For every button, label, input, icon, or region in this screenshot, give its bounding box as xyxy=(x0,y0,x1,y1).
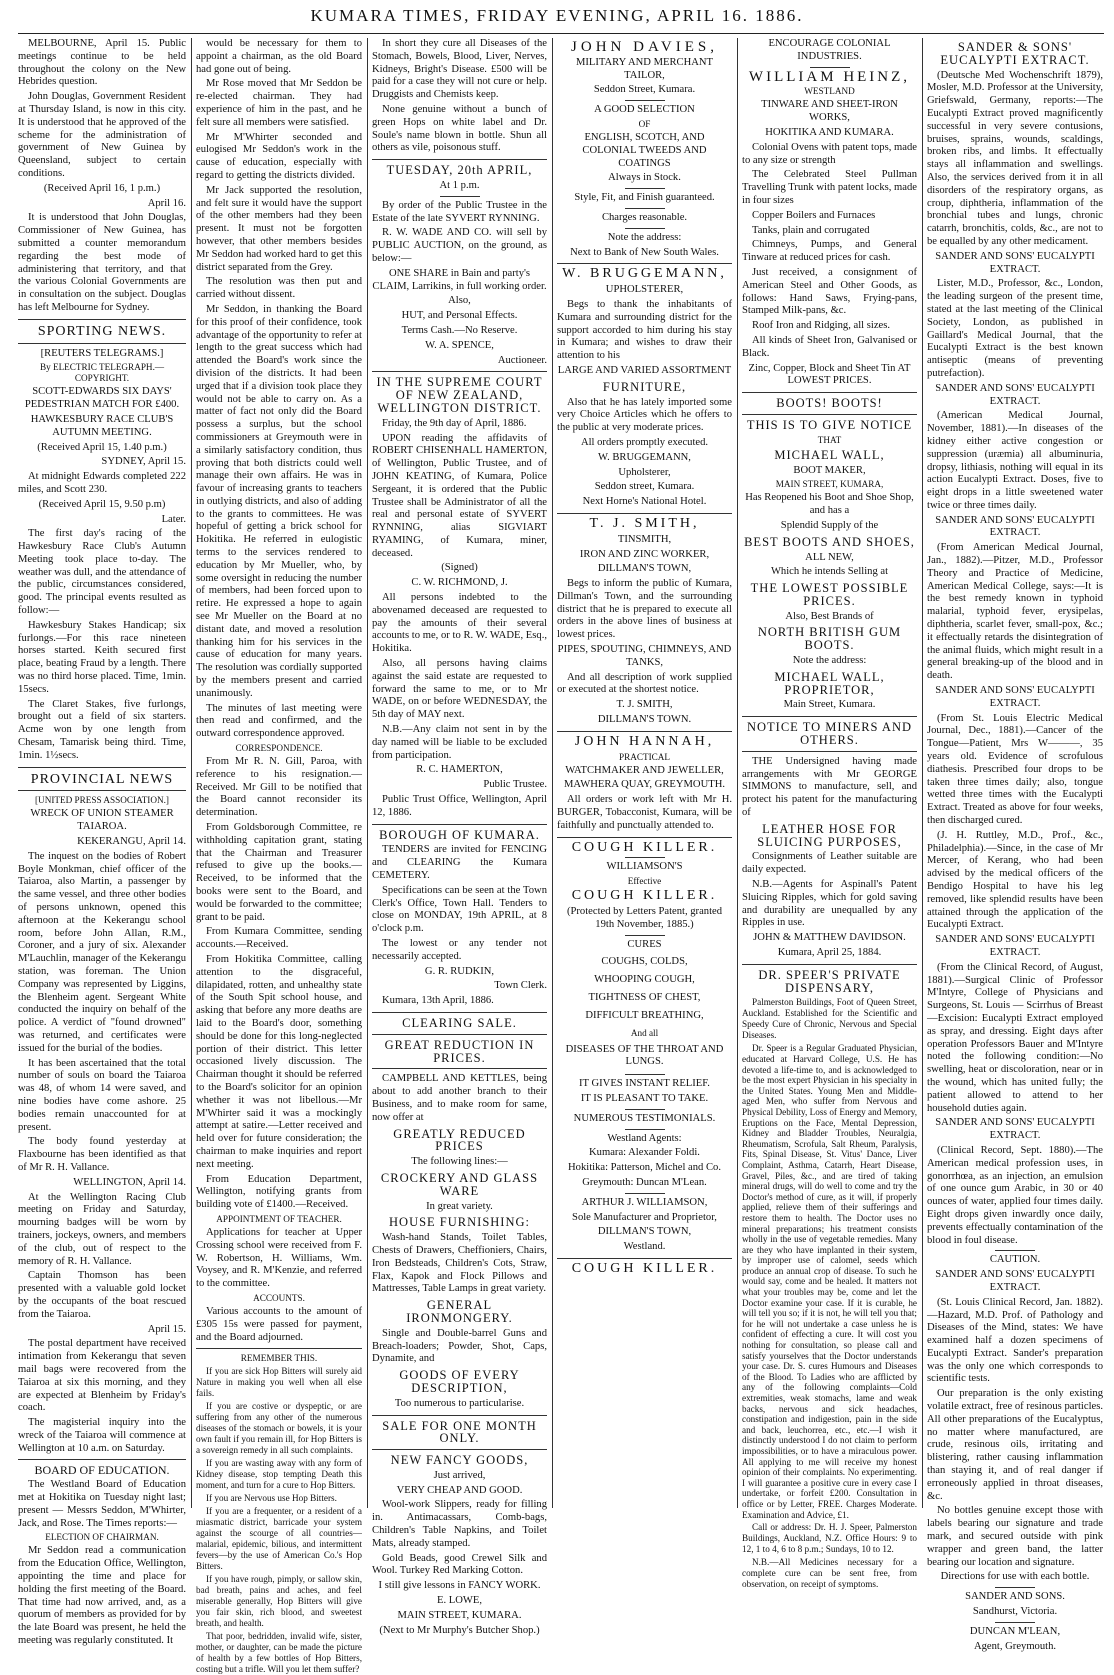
divider xyxy=(372,1068,547,1069)
subheading: [REUTERS TELEGRAMS.] xyxy=(40,347,164,359)
divider xyxy=(18,1459,186,1460)
signature: W. BRUGGEMANN, xyxy=(598,451,691,463)
subheading: UPHOLSTERER, xyxy=(605,284,684,296)
headline: NORTH BRITISH GUM BOOTS. xyxy=(757,625,902,653)
divider xyxy=(742,964,917,965)
paragraph: If you are sick Hop Bitters will surely aid Nature in making you well when all else fails. xyxy=(196,1366,362,1399)
divider xyxy=(18,767,186,768)
paragraph: Applications for teacher at Upper Crossing school were received from F. W. Robertson, H. Williams, Wm. Voysey, and R. M'Kenzie, and referred to the committee. xyxy=(196,1226,362,1290)
dateline: April 16. xyxy=(147,197,186,209)
divider xyxy=(625,1109,665,1110)
paragraph: From Goldsborough Committee, re withholding capitation grant, stating that the Chairman and Treasurer refused to give up the books.—Received, to be informed that the books were sent to the Board, and would be forwarded to the committee; grant to be paid. xyxy=(196,822,362,923)
signature: W. A. SPENCE, xyxy=(425,339,494,351)
divider xyxy=(742,414,917,415)
paragraph: Zinc, Copper, Block and Sheet Tin AT LOWEST PRICES. xyxy=(748,362,911,387)
section-heading: PROVINCIAL NEWS xyxy=(30,771,174,787)
divider xyxy=(995,1622,1035,1623)
headline: SANDER AND SONS' EUCALYPTI EXTRACT. xyxy=(935,934,1095,958)
headline: ENCOURAGE COLONIAL INDUSTRIES. xyxy=(768,38,891,62)
paragraph: Kumara: Alexander Foldi. xyxy=(589,1147,700,1159)
paragraph: From Kumara Committee, sending accounts.—Received. xyxy=(196,926,362,951)
paragraph: Specifications can be seen at the Town Clerk's Office, Town Hall. Tenders to close on MONDAY, 19th APRIL, at 8 o'clock p.m. xyxy=(372,884,547,935)
paragraph: Charges reasonable. xyxy=(601,211,688,223)
paragraph: MELBOURNE, April 15. Public meetings continue to be held throughout the colony on the New Hebrides question. xyxy=(18,38,186,88)
column-2 xyxy=(196,38,362,1675)
paragraph: Agent, Greymouth. xyxy=(973,1640,1057,1652)
paragraph: Seddon Street, Kumara. xyxy=(593,84,696,96)
paragraph: TENDERS are invited for FENCING and CLEARING the Kumara CEMETERY. xyxy=(372,844,547,882)
paragraph: (American Medical Journal, November, 1881).—In diseases of the kidney either active congestion or suppression (uræmia) all albuminuria, dropsy, lithiasis, nothing will equal in its action Eucalypti Extract. Doses, five to eight drops in a little sweetened water twice or three times daily. xyxy=(927,410,1103,511)
paragraph: Kumara, April 25, 1884. xyxy=(777,947,882,959)
paragraph: The magisterial inquiry into the wreck of the Taiaroa will commence at Wellington at 10 a.m. on Saturday. xyxy=(18,1417,186,1454)
paragraph: Upholsterer, xyxy=(618,466,671,478)
headline: SALE FOR ONE MONTH ONLY. xyxy=(382,1418,537,1446)
paragraph: LARGE AND VARIED ASSORTMENT xyxy=(557,364,732,376)
paragraph: From Education Department, Wellington, notifying grants from building vote of £1400.—Received. xyxy=(196,1173,362,1211)
paragraph: Mr Rose moved that Mr Seddon be re-elected chairman. They had experience of him in the past, and he felt sure all members were satisfied. xyxy=(196,78,362,128)
headline: MICHAEL WALL, xyxy=(774,447,885,462)
paragraph: DILLMAN'S TOWN. xyxy=(597,714,692,726)
paragraph: THAT xyxy=(817,434,842,445)
paragraph: Our preparation is the only existing volatile extract, free of resinous particles. All other preparations of the Eucalyptus, no matter where manufactured, are crude, resinous oils, irritating and blistering, rather causing inflammation than staying it, and of real danger if erroneously applied in throat diseases, &c. xyxy=(927,1388,1103,1502)
headline: HAWKESBURY RACE CLUB'S AUTUMN MEETING. xyxy=(30,413,174,438)
dateline: (Received April 15, 1.40 p.m.) xyxy=(37,441,167,453)
headline: WILLIAM HEINZ, xyxy=(748,68,911,85)
paragraph: Seddon street, Kumara. xyxy=(594,481,695,493)
paragraph: Sandhurst, Victoria. xyxy=(972,1606,1058,1618)
paragraph: Kumara, 13th April, 1886. xyxy=(382,995,494,1007)
paragraph: The resolution was then put and carried without dissent. xyxy=(196,276,362,301)
paragraph: Westland. xyxy=(623,1241,666,1253)
subheading: IRON AND ZINC WORKER, xyxy=(579,548,710,560)
divider xyxy=(372,1449,547,1450)
paragraph: WILLIAMSON'S xyxy=(606,861,683,873)
paragraph: And all description of work supplied or executed at the shortest notice. xyxy=(557,671,732,696)
paragraph: It is understood that John Douglas, Commissioner of New Guinea, has submitted a counter memorandum regarding the best mode of administering that territory, and that the various Colonial Governments are in consultation on the subject. Douglas has left Melbourne for Sydney. xyxy=(18,212,186,313)
paragraph: Tanks, plain and corrugated xyxy=(752,224,870,236)
paragraph: Note the address: xyxy=(607,231,682,243)
headline: SANDER AND SONS' EUCALYPTI EXTRACT. xyxy=(935,1269,1095,1293)
divider xyxy=(18,790,186,791)
signature: SANDER AND SONS. xyxy=(965,1591,1065,1603)
paragraph: PIPES, SPOUTING, CHIMNEYS, AND TANKS, xyxy=(557,644,732,668)
column-rule xyxy=(737,38,738,1508)
paragraph: All kinds of Sheet Iron, Galvanised or Black. xyxy=(742,334,917,359)
paragraph: N.B.—Any claim not sent in by the day named will be liable to be excluded from participation. xyxy=(372,724,547,761)
signature: R. C. HAMERTON, xyxy=(416,764,503,776)
signature: T. J. SMITH, xyxy=(616,699,673,711)
paragraph: WHOOPING COUGH, xyxy=(594,974,695,986)
paragraph: Various accounts to the amount of £305 15s were passed for payment, and the Board adjourned. xyxy=(196,1305,362,1343)
paragraph: UPON reading the affidavits of ROBERT CHISENHALL HAMERTON, of Wellington, Public Trustee, and of JOHN KEATING, of Kumara, Police Sergeant, it is ordered that the Public Trustee shall be Administrator of all the real and personal estate of SYVERT RYNNING, alias SIGVIART RYAMING, of Kumara, miner, deceased. xyxy=(372,432,547,559)
paragraph: John Douglas, Government Resident at Thursday Island, is now in this city. It is understood that he approved of the scheme for the administration of government of New Guinea by Queensland, subject to certain conditions. xyxy=(18,91,186,179)
paragraph: In short they cure all Diseases of the Stomach, Bowels, Blood, Liver, Nerves, Kidneys, Bright's Disease. £500 will be paid for a case they will not cure or help. Druggists and Chemists keep. xyxy=(372,38,547,101)
paragraph: Sole Manufacturer and Proprietor, xyxy=(572,1211,717,1223)
paragraph: Next to Bank of New South Wales. xyxy=(570,246,719,258)
paragraph: HUT, and Personal Effects. xyxy=(401,310,518,322)
paragraph: Begs to inform the public of Kumara, Dillman's Town, and the surrounding district that he is prepared to execute all orders in the above lines of business at lowest prices. xyxy=(557,578,732,641)
signature: JOHN & MATTHEW DAVIDSON. xyxy=(753,932,906,944)
paragraph: If you have rough, pimply, or sallow skin, bad breath, pains and aches, and feel miserable generally, Hop Bitters will give you fair skin, rich blood, and sweetest breath, and health. xyxy=(196,1574,362,1629)
paragraph: MAIN STREET, KUMARA. xyxy=(397,1609,522,1621)
paragraph: If you are a frequenter, or a resident of a miasmatic district, barricade your system against the scourge of all countries—malarial, epidemic, bilious, and intermittent fevers—by the use of American Co.'s Hop Bitters. xyxy=(196,1506,362,1572)
divider xyxy=(625,1074,665,1075)
paragraph: At midnight Edwards completed 222 miles, and Scott 230. xyxy=(18,471,186,495)
column-1 xyxy=(18,38,186,1647)
section-heading: SPORTING NEWS. xyxy=(37,323,167,339)
subheading: ACCOUNTS. xyxy=(253,1292,305,1303)
headline: GREAT REDUCTION IN PRICES. xyxy=(384,1037,535,1065)
signature: Town Clerk. xyxy=(494,980,547,992)
headline: T. J. SMITH, xyxy=(589,515,700,531)
divider xyxy=(372,824,547,825)
paragraph: OF xyxy=(638,118,651,129)
paragraph: The first day's racing of the Hawkesbury Race Club's Autumn Meeting took place to-day. The weather was dull, and the attendance of the public, circumstances considered, good. The principal events resulted as follow:— xyxy=(18,528,186,617)
paragraph: Gold Beads, good Crewel Silk and Wool. Turkey Red Marking Cotton. xyxy=(372,1552,547,1577)
headline: THE LOWEST POSSIBLE PRICES. xyxy=(750,581,909,608)
headline: IN THE SUPREME COURT OF NEW ZEALAND, WELLINGTON DISTRICT. xyxy=(376,375,543,415)
paragraph: (Protected by Letters Patent, granted 19th November, 1885.) xyxy=(566,906,723,930)
paragraph: A GOOD SELECTION xyxy=(594,104,695,116)
paragraph: Mr Jack supported the resolution, and felt sure it would have the support of the other members had they been present. It must not be forgotten however, that other members besides Mr Seddon had worked hard to get this district separated from the Grey. xyxy=(196,184,362,273)
signature: G. R. RUDKIN, xyxy=(424,965,495,977)
headline: W. BRUGGEMANN, xyxy=(562,266,727,282)
paragraph: If you are costive or dyspeptic, or are suffering from any other of the numerous diseases of the stomach or bowels, it is your own fault if you remain ill, for Hop Bitters is a sovereign remedy in all such complaints. xyxy=(196,1401,362,1456)
paragraph: Terms Cash.—No Reserve. xyxy=(401,324,518,336)
paragraph: The inquest on the bodies of Robert Boyle Monkman, chief officer of the Taiaroa, also Martin, a passenger by the same vessel, and three other bodies of persons unknown, opened this afternoon at the Kekerangu school room, before John Allan, R.M., Coroner, and a jury of six. Alexander M'Lauchlin, manager of the Kekerangu station, was foreman. The Union Company was represented by Liggins, the Blenheim agent. Sergeant White conducted the inquiry on behalf of the police. A verdict of "found drowned" was returned, and certificates were issued for the burial of the bodies. xyxy=(18,850,186,1054)
divider xyxy=(625,857,665,858)
paragraph: Captain Thomson has been presented with a valuable gold locket by the occupants of the boat rescued from the Taiaroa. xyxy=(18,1270,186,1320)
headline: COUGH KILLER. xyxy=(571,888,718,904)
paragraph: Hawkesbury Stakes Handicap; six furlongs.—For this race nineteen horses started. Keith secured first place, beating Fraud by a length. There was no third horse placed. Time, 1min. 15secs. xyxy=(18,619,186,695)
paragraph: Lister, M.D., Professor, &c., London, the leading surgeon of the present time, stated at the last meeting of the Clinical Society, London, as published in Gaillard's Medical Journal, that the Eucalypti Extract is the best known antiseptic (means of preventing putrefaction). xyxy=(927,278,1103,379)
paragraph: By order of the Public Trustee in the Estate of the late SYVERT RYNNING. xyxy=(372,199,547,224)
column-rule xyxy=(552,38,553,1508)
paragraph: Effective xyxy=(627,876,662,887)
divider xyxy=(557,731,732,732)
divider xyxy=(625,228,665,229)
headline: NOTICE TO MINERS AND OTHERS. xyxy=(746,720,913,748)
paragraph: MAIN STREET, KUMARA, xyxy=(775,479,884,490)
paragraph: (From American Medical Journal, Jan., 1882).—Pitzer, M.D., Professor Theory and Practice of Medicine, American Medical College, says:—It is the best remedy known in typhoid malarial, typhoid fever, erysipelas, diphtheria, scarlet fever, small-pox, &c.; it effectually retards the disintegration of the animal fluids, which might result in a general breaking-up of the blood and in death. xyxy=(927,542,1103,682)
headline: LEATHER HOSE FOR SLUICING PURPOSES, xyxy=(757,821,902,849)
divider xyxy=(625,208,665,209)
headline: NEW FANCY GOODS, xyxy=(390,1453,529,1468)
headline: SANDER AND SONS' EUCALYPTI EXTRACT. xyxy=(935,685,1095,709)
headline: DR. SPEER'S PRIVATE DISPENSARY, xyxy=(758,967,901,995)
paragraph: Note the address: xyxy=(792,655,867,667)
paragraph: Too numerous to particularise. xyxy=(394,1397,525,1409)
divider xyxy=(372,1034,547,1035)
dateline: WELLINGTON, April 14. xyxy=(73,1176,186,1188)
divider xyxy=(372,159,547,160)
paragraph: (Next to Mr Murphy's Butcher Shop.) xyxy=(379,1624,540,1636)
dateline: April 15. xyxy=(147,1323,186,1335)
paragraph: IT GIVES INSTANT RELIEF. xyxy=(579,1078,710,1090)
paragraph: No bottles genuine except those with labels bearing our signature and trade mark, and secured outside with pink wrapper and green band, the latter bearing our location and signature. xyxy=(927,1505,1103,1568)
headline: SCOTT-EDWARDS SIX DAYS' PEDESTRIAN MATCH FOR £400. xyxy=(24,386,180,411)
paragraph: (Clinical Record, Sept. 1880).—The American medical profession uses, in gonorrhœa, as an injection, an emulsion of one ounce gum Arabic, in 30 or 40 ounces of water, applied four times daily. Eight drops given inwardly once daily, prevents effectually contamination of the blood in foul disease. xyxy=(927,1144,1103,1246)
paragraph: ONE SHARE in Bain and party's CLAIM, Larrikins, in full working order. xyxy=(372,267,547,292)
subheading: ELECTION OF CHAIRMAN. xyxy=(45,1532,159,1543)
divider xyxy=(995,1587,1035,1588)
headline: JOHN DAVIES, xyxy=(571,39,718,55)
paragraph: Also, Best Brands of xyxy=(785,610,874,622)
paragraph: At the Wellington Racing Club meeting on Friday and Saturday, mourning badges will be worn by trainers, jockeys, owners, and members of the club, out of respect to the memory of R. H. Vallance. xyxy=(18,1191,186,1267)
paragraph: Greymouth: Duncan M'Lean. xyxy=(582,1176,707,1188)
paragraph: Call or address: Dr. H. J. Speer, Palmerston Buildings, Auckland, N.Z. Office Hours: 9 to 12, 1 to 4, 6 to 8 p.m.; Sundays, 10 to 12. xyxy=(742,1522,917,1555)
headline: GOODS OF EVERY DESCRIPTION, xyxy=(399,1368,520,1395)
paragraph: None genuine without a bunch of green Hops on white label and Dr. Soule's name blown in bottle. Shun all others as vile, poisonous stuff. xyxy=(372,103,547,154)
paragraph: DIFFICULT BREATHING, xyxy=(585,1009,704,1021)
paragraph: CAMPBELL AND KETTLES, being about to add another branch to their Business, and to make room for same, now offer at xyxy=(372,1073,547,1123)
paragraph: If you are wasting away with any form of Kidney disease, stop tempting Death this moment, and turn for a cure to Hop Bitters. xyxy=(196,1458,362,1491)
subheading: WATCHMAKER AND JEWELLER, xyxy=(565,764,724,776)
paragraph: Palmerston Buildings, Foot of Queen Street, Auckland. Established for the Scientific and Speedy Cure of Chronic, Nervous and Special Diseases. xyxy=(742,997,917,1041)
paragraph: Mr Seddon, in thanking the Board for this proof of their confidence, took advantage of the opportunity to refer at length to the great success which had attended the Board's work since the division of the districts. It had been urged that if a division took place they would not be able to carry on. As a matter of fact not only did the Board possess a surplus, but the school commissioners at Greymouth were in a similarly satisfactory condition, thus proving that both districts could well manage their own affairs. He was in favour of increasing grants to teachers in outlying districts, and also of adding to the grants to committees. He was hopeful of getting a brick school for Hokitika. He referred in eulogistic terms to the services rendered to education by Mr Mueller, who, by some oversight in reducing the number of members, had been forced upon to retire. He expressed a hope to again see Mr Mueller on the Board at no distant date, and moved a resolution thanking him for his services in the cause of education for many years. The resolution was cordially supported by the members present and carried unanimously. xyxy=(196,303,362,699)
subheading: PRACTICAL xyxy=(618,751,671,762)
subheading: REMEMBER THIS. xyxy=(240,1353,318,1364)
paragraph: Hokitika: Patterson, Michel and Co. xyxy=(568,1162,721,1174)
headline: JOHN HANNAH, xyxy=(574,733,715,749)
section-heading: BOARD OF EDUCATION. xyxy=(34,1463,170,1478)
column-rule xyxy=(191,38,192,1508)
divider xyxy=(995,1250,1035,1251)
paragraph: The Celebrated Steel Pullman Travelling Trunk with patent locks, made in four sizes xyxy=(742,169,917,206)
headline: HOUSE FURNISHING: xyxy=(389,1215,530,1230)
subheading: TINSMITH, xyxy=(617,533,672,545)
paragraph: would be necessary for them to appoint a chairman, as the old Board had gone out of being. xyxy=(196,38,362,75)
masthead: KUMARA TIMES, FRIDAY EVENING, APRIL 16. 1886. xyxy=(310,6,804,25)
paragraph: Colonial Ovens with patent tops, made to any size or strength xyxy=(742,141,917,166)
signature: ARTHUR J. WILLIAMSON, xyxy=(581,1196,708,1208)
paragraph: IT IS PLEASANT TO TAKE. xyxy=(580,1093,709,1104)
divider xyxy=(625,1129,665,1130)
paragraph: Chimneys, Pumps, and General Tinware at reduced prices for cash. xyxy=(742,239,917,264)
column-6 xyxy=(927,38,1103,1652)
paragraph: DILLMAN'S TOWN, xyxy=(597,563,692,575)
headline: THIS IS TO GIVE NOTICE xyxy=(746,417,913,432)
headline: WRECK OF UNION STEAMER TAIAROA. xyxy=(30,808,174,833)
divider xyxy=(625,935,665,936)
paragraph: All orders or work left with Mr H. BURGER, Tobacconist, Kumara, will be faithfully and punctually attended to. xyxy=(557,794,732,831)
paragraph: N.B.—Agents for Aspinall's Patent Sluicing Ripples, which for gold saving and durability are unequalled by any Ripples in use. xyxy=(742,879,917,929)
divider xyxy=(372,1415,547,1416)
paragraph: VERY CHEAP AND GOOD. xyxy=(396,1484,523,1496)
paragraph: Just arrived, xyxy=(433,1469,486,1481)
paragraph: Main Street, Kumara. xyxy=(783,699,876,711)
paragraph: Also, xyxy=(448,295,471,307)
headline: GENERAL IRONMONGERY. xyxy=(406,1298,513,1325)
divider xyxy=(557,837,732,838)
divider xyxy=(557,513,732,514)
paragraph: R. W. WADE AND CO. will sell by PUBLIC AUCTION, on the ground, as below:— xyxy=(372,227,547,264)
paragraph: Splendid Supply of the xyxy=(780,519,879,531)
column-rule xyxy=(367,38,368,1508)
paragraph: NUMEROUS TESTIMONIALS. xyxy=(573,1112,716,1124)
divider xyxy=(372,1012,547,1013)
paragraph: Has Reopened his Boot and Shoe Shop, and has a xyxy=(745,492,914,517)
paragraph: Single and Double-barrel Guns and Breach-loaders; Powder, Shot, Caps, Dynamite, and xyxy=(372,1327,547,1365)
paragraph: DILLMAN'S TOWN, xyxy=(597,1226,692,1238)
subheading: [UNITED PRESS ASSOCIATION.] xyxy=(35,795,169,806)
headline: COUGH KILLER. xyxy=(571,839,718,855)
paragraph: Westland Agents: xyxy=(607,1132,682,1144)
paragraph: CURES xyxy=(627,938,662,950)
headline: MICHAEL WALL, PROPRIETOR, xyxy=(774,669,885,697)
divider xyxy=(440,196,480,197)
paragraph: And all xyxy=(630,1027,659,1038)
headline: BOROUGH OF KUMARA. xyxy=(379,827,540,842)
divider xyxy=(625,188,665,189)
paragraph: THE Undersigned having made arrangements with Mr GEORGE SIMMONS to manufacture, sell, and protect his patent for the manufacturing of xyxy=(742,755,917,819)
paragraph: If you are Nervous use Hop Bitters. xyxy=(206,1493,337,1504)
subheading: CORRESPONDENCE. xyxy=(235,743,323,754)
dateline: (Received April 15, 9.50 p.m) xyxy=(38,498,166,510)
paragraph: ALL NEW, xyxy=(805,551,854,563)
dateline: (Received April 16, 1 p.m.) xyxy=(43,182,161,194)
subheading: MILITARY AND MERCHANT TAILOR, xyxy=(575,56,714,81)
paragraph: It has been ascertained that the total number of souls on board the Taiaroa was 48, of whom 14 were saved, and nine bodies have come ashore. 25 bodies remain unaccounted for at present. xyxy=(18,1057,186,1133)
paragraph: The body found yesterday at Flaxbourne has been identified as that of Mr R. H. Vallance. xyxy=(18,1136,186,1173)
subheading: WESTLAND xyxy=(804,86,855,97)
paragraph: (Signed) xyxy=(441,562,478,574)
divider xyxy=(557,263,732,264)
dateline: Later. xyxy=(161,513,186,525)
paragraph: (J. H. Ruttley, M.D., Prof., &c., Philadelphia).—Since, in the case of Mr Mercer, of Kerang, who had been advised by the medical officers of the Bendigo Hospital to have his leg removed, like splendid results have been attained through the application of the Eucalypti Extract. xyxy=(927,829,1103,931)
paragraph: The lowest or any tender not necessarily accepted. xyxy=(372,938,547,962)
paragraph: (Deutsche Med Wochenschrift 1879), Mosler, M.D. Professor at the University, Griefswald, Germany, reports:—The Eucalypti Extract proved magnificently successful in very severe contusions, bruises, sprains, wounds, scaldings, broken ribs, and limbs. It effectually stays all inflammation and swellings. Also, the services derived from it in all disorders of the respiratory organs, as croup, diphtheria, inflammation of the bronchial tubes and lungs, chronic catarrh, bronchitis, colds, &c., are not to be equalled by any other medicament. xyxy=(927,69,1103,247)
divider xyxy=(18,343,186,344)
paragraph: Mr Seddon read a communication from the Education Office, Wellington, appointing the time and place for holding the first meeting of the Board. That time had now arrived, and, as a quorum of members as provided for by the late Board was present, he held the meeting was regularly constituted. It xyxy=(18,1545,186,1647)
paragraph: Copper Boilers and Furnaces xyxy=(752,209,876,221)
paragraph: (St. Louis Clinical Record, Jan. 1882).—Hazard, M.D. Prof. of Pathology and Diseases of the Mind, states: We have examined half a dozen specimens of Eucalypti Extract. Sander's preparation was the only one which corresponds to scientific tests. xyxy=(927,1296,1103,1385)
paragraph: Dr. Speer is a Regular Graduated Physician, educated at Harvard College, U.S. He has devoted a life-time to, and is acknowledged to be the most expert Physician in his specialty in the United States. Young Men and Middle-aged Men, who suffer from Nervous and Physical Debility, Loss of Energy and Memory, Eruptions on the Face, Mental Depression, Kidney and Bladder Troubles, Neuralgia, Rheumatism, Scrofula, Salt Rheum, Paralysis, Fits, Spinal Disease, St. Vitus' Dance, Liver Complaint, Asthma, Catarrh, Heart Disease, Gravel, Piles, &c., and are tired of taking mineral drugs, will do well to come and try the Doctor's method of cure, as it will, if properly applied, relieve them of their sufferings and restore them to health. The Doctor uses no mineral preparations; his treatment consists wholly in the use of vegetable remedies. Many are they who have implanted in their system, by improper use of calomel, seeds which produce an annual crop of disease. To such he would say, come and be healed. It matters not what your troubles may be, come and let the Doctor examine your case. If it is curable, he will tell you so; if it is not, he will tell you that; for he will not undertake a case unless he is confident of effecting a cure. It will cost you nothing for consultation, so please call and satisfy yourselves that the Doctor understands your case. Dr. S. cures Humours and Diseases of the Blood. To Ladies who are afflicted by any of the following complaints—Cold extremities, weak stomachs, lame and weak backs, nervous and sick headaches, constipation and indigestion, pain in the side and back, leuchorrea, etc., etc.—I wish it distinctly understood I do not claim to perform impossibilities, or to have a miraculous power. All applying to me will receive my honest opinion of their complaints. No experimenting. I will guarantee a positive cure in every case I undertake, or forfeit £200. Consultation in office or by Letter, FREE. Charges Moderate. Examination and Advice, £1. xyxy=(742,1043,917,1520)
paragraph: Style, Fit, and Finish guaranteed. xyxy=(574,192,715,204)
subheading: TINWARE AND SHEET-IRON WORKS, xyxy=(761,99,898,124)
divider xyxy=(742,716,917,717)
paragraph: The Westland Board of Education met at Hokitika on Tuesday night last; present — Messrs Seddon, M'Whirter, Jack, and Rose. The Times reports:— xyxy=(18,1479,186,1529)
headline: CLEARING SALE. xyxy=(402,1015,517,1030)
paragraph: Friday, the 9th day of April, 1886. xyxy=(382,417,527,429)
paragraph: ENGLISH, SCOTCH, AND COLONIAL TWEEDS AND COATINGS xyxy=(582,131,707,169)
paragraph: Wash-hand Stands, Toilet Tables, Chests of Drawers, Cheffioniers, Chairs, Iron Bedsteads, Children's Cots, Straw, Flax, Kapok and Flock Pillows and Mattresses, Table Lamps in great variety. xyxy=(372,1232,547,1295)
headline: SANDER AND SONS' EUCALYPTI EXTRACT. xyxy=(935,514,1095,539)
paragraph: From Mr R. N. Gill, Paroa, with reference to his resignation.—Received. Mr Gill to be notified that the Board cannot reconsider its determination. xyxy=(196,756,362,819)
divider xyxy=(372,371,547,372)
subheading: APPOINTMENT OF TEACHER. xyxy=(216,1213,342,1224)
signature: DUNCAN M'LEAN, xyxy=(969,1625,1061,1637)
paragraph: That poor, bedridden, invalid wife, sister, mother, or daughter, can be made the picture of health by a few bottles of Hop Bitters, costing but a trifle. Will you let them suffer? xyxy=(196,1631,362,1675)
paragraph: MAWHERA QUAY, GREYMOUTH. xyxy=(563,779,725,791)
paragraph: Public Trust Office, Wellington, April 12, 1886. xyxy=(372,794,547,818)
headline: SANDER AND SONS' EUCALYPTI EXTRACT. xyxy=(935,382,1095,407)
divider xyxy=(742,392,917,393)
column-3 xyxy=(372,38,547,1636)
paragraph: All persons indebted to the abovenamed deceased are requested to pay the amounts of their several accounts to me, or to R. W. WADE, Esq., Hokitika. xyxy=(372,592,547,655)
dateline: KEKERANGU, April 14. xyxy=(77,836,186,848)
paragraph: In great variety. xyxy=(426,1200,493,1212)
headline: GREATLY REDUCED PRICES xyxy=(393,1126,526,1154)
paragraph: All orders promptly executed. xyxy=(580,436,709,448)
divider xyxy=(18,319,186,320)
paragraph: (From St. Louis Electric Medical Journal, Dec., 1881).—Cancer of the Tongue—Patient, Mrs W———, 35 years old. Evidence of scrofulous diathesis. Prescribed four drops to be taken three times daily; also, tongue wetted three times with the Eucalypti Extract. Treated as above for four weeks, then discharged cured. xyxy=(927,712,1103,827)
headline: TUESDAY, 20th APRIL, xyxy=(386,163,533,178)
signature: E. LOWE, xyxy=(436,1595,482,1607)
paragraph: Mr M'Whirter seconded and eulogised Mr Seddon's work in the cause of education, especially with regard to getting the districts divided. xyxy=(196,131,362,181)
headline: SANDER & SONS' EUCALYPTI EXTRACT. xyxy=(940,40,1090,67)
paragraph: Which he intends Selling at xyxy=(770,566,889,578)
headline: SANDER AND SONS' EUCALYPTI EXTRACT. xyxy=(935,250,1095,275)
signature: Auctioneer. xyxy=(497,354,547,366)
subheading: HOKITIKA AND KUMARA. xyxy=(765,126,894,138)
headline: CAUTION. xyxy=(989,1254,1041,1266)
column-5 xyxy=(742,38,917,1590)
paragraph: COUGHS, COLDS, xyxy=(601,956,688,968)
divider xyxy=(196,1348,362,1349)
paragraph: N.B.—All Medicines necessary for a complete cure can be sent free, from observation, on receipt of symptoms. xyxy=(742,1557,917,1590)
subheading: By ELECTRIC TELEGRAPH.—COPYRIGHT. xyxy=(39,362,165,384)
headline: BOOTS! BOOTS! xyxy=(776,396,883,411)
paragraph: The following lines:— xyxy=(411,1156,508,1168)
dateline: SYDNEY, April 15. xyxy=(101,456,186,468)
headline: SANDER AND SONS' EUCALYPTI EXTRACT. xyxy=(935,1117,1095,1142)
headline: CROCKERY AND GLASS WARE xyxy=(380,1170,539,1198)
paragraph: Always in Stock. xyxy=(608,172,681,184)
paragraph: Begs to thank the inhabitants of Kumara and surrounding district for the support accorded to him during his stay in Kumara; and wishes to draw their attention to his xyxy=(557,298,732,362)
paragraph: Also, all persons having claims against the said estate are requested to forward the same to me, or to Mr WADE, on or before WEDNESDAY, the 5th day of MAY next. xyxy=(372,658,547,721)
signature: Public Trustee. xyxy=(483,779,547,791)
paragraph: Wool-work Slippers, ready for filling in. Antimacassars, Comb-bags, Children's Table Napkins, and Toilet Mats, already stamped. xyxy=(372,1499,547,1549)
divider xyxy=(810,67,850,68)
paragraph: Also that he has lately imported some very Choice Articles which he offers to the public at very moderate prices. xyxy=(557,396,732,434)
signature: C. W. RICHMOND, J. xyxy=(411,577,508,589)
subheading: At 1 p.m. xyxy=(439,179,480,191)
paragraph: The Claret Stakes, five furlongs, brought out a field of six starters. Acme won by one length from Chesam, Tamarisk being third. Time, 1min. 1½secs. xyxy=(18,698,186,761)
divider xyxy=(625,1193,665,1194)
column-rule xyxy=(922,38,923,1508)
paragraph: (From the Clinical Record, of August, 1881).—Surgical Clinic of Professor M'Intyre, College of Physicians and Surgeons, St. Louis — Scirrhus of Breast—Excision: Eucalypti Extract employed as spray, and dressing. Eight days after operation Professors Bauer and M'Intyre noted the following condition:—No swelling, heat or discoloration, near or in the wound, which has united fully; the patient allowed to attend to her household duties again. xyxy=(927,961,1103,1114)
masthead-rule xyxy=(18,33,1104,34)
paragraph: Consignments of Leather suitable are daily expected. xyxy=(742,851,917,876)
column-4 xyxy=(557,38,732,1508)
paragraph: DISEASES OF THE THROAT AND LUNGS. xyxy=(565,1043,724,1068)
subheading: BOOT MAKER, xyxy=(793,464,866,476)
headline: BEST BOOTS AND SHOES, xyxy=(744,534,915,549)
headline: COUGH KILLER. xyxy=(571,1260,718,1276)
divider xyxy=(557,1258,732,1259)
paragraph: Just received, a consignment of American Steel and Other Goods, as follows: Hand Saws, Frying-pans, Stamped Milk-pans, &c. xyxy=(742,266,917,317)
divider xyxy=(625,100,665,101)
paragraph: TIGHTNESS OF CHEST, xyxy=(588,992,701,1004)
paragraph: Directions for use with each bottle. xyxy=(940,1571,1090,1583)
paragraph: Roof Iron and Ridging, all sizes. xyxy=(752,320,890,332)
headline: FURNITURE, xyxy=(602,379,687,394)
divider xyxy=(742,751,917,752)
paragraph: From Hokitika Committee, calling attention to the disgraceful, dilapidated, rotten, and unhealthy state of the South Spit school house, and asking that before any more deaths are laid to the Board's door, something should be done for this long-neglected portion of their district. This letter occasioned lively discussion. The Chairman thought it should be referred to the Board's solicitor for an opinion whether it was not libellous.—Mr M'Whirter said it was a mockingly attempt at satire.—Letter received and held over for future consideration; the chairman to make inquiries and report next meeting. xyxy=(196,953,362,1170)
paragraph: Next Horne's National Hotel. xyxy=(582,496,707,508)
paragraph: The minutes of last meeting were then read and confirmed, and the outward correspondence approved. xyxy=(196,702,362,740)
paragraph: I still give lessons in FANCY WORK. xyxy=(378,1580,541,1592)
paragraph: The postal department have received intimation from Kekerangu that seven mail bags were recovered from the Taiaroa at six this morning, and they are expected at Blenheim by Friday's coach. xyxy=(18,1338,186,1414)
